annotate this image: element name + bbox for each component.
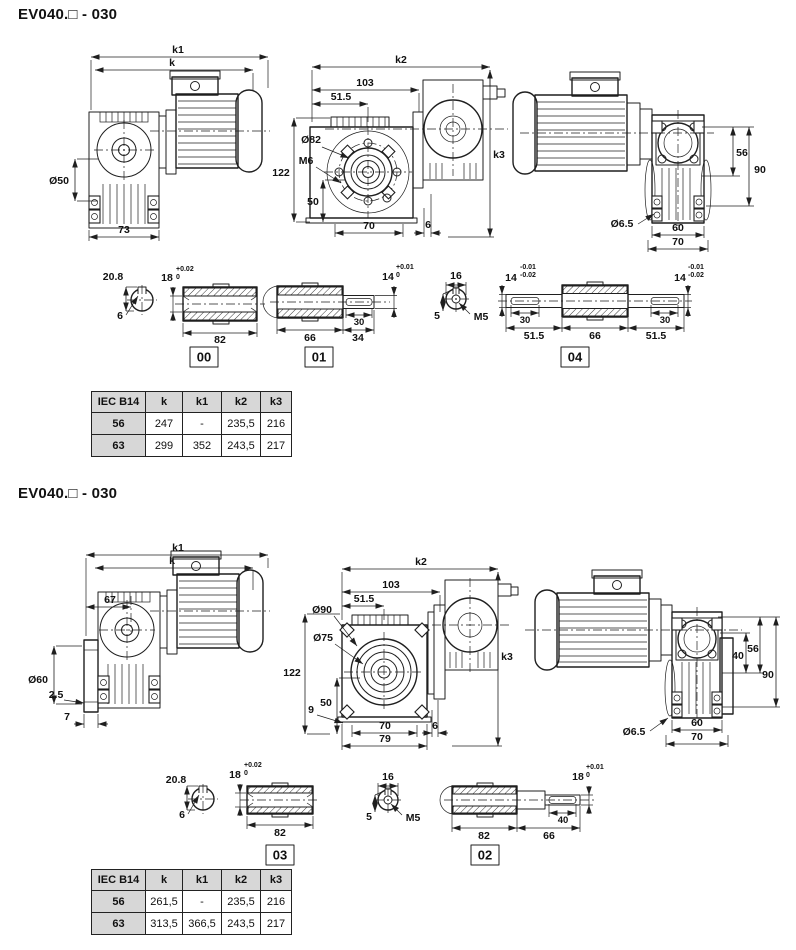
- cell: 313,5: [146, 913, 183, 935]
- dim-k2: k2: [395, 54, 407, 66]
- tolerance-hi: +0.02: [244, 762, 262, 769]
- dim-90: 90: [754, 164, 766, 176]
- col-header: k1: [183, 392, 222, 413]
- dim-k: k: [169, 57, 175, 69]
- dimension-table-2: [91, 869, 292, 935]
- dim-5: 5: [434, 310, 440, 322]
- dim-90: 90: [762, 669, 774, 681]
- col-header: k3: [261, 392, 292, 413]
- dim-key-30-right: 30: [659, 315, 671, 326]
- cell: 235,5: [222, 413, 261, 435]
- dim-dia-14: 14: [382, 271, 394, 283]
- dim-122: 122: [272, 167, 290, 179]
- dim-66: 66: [543, 830, 555, 842]
- dim-k2: k2: [415, 556, 427, 568]
- tolerance-hi: +0.01: [396, 264, 414, 271]
- dim-width-73: 73: [118, 224, 130, 236]
- side-view-2: [28, 542, 270, 728]
- shaft-details-2: [166, 762, 604, 865]
- tolerance-lo: 0: [244, 770, 248, 777]
- dim-50: 50: [307, 196, 319, 208]
- shaft-label-02: 02: [477, 847, 493, 863]
- dim-screw-m6: M6: [298, 155, 314, 167]
- dimension-table-1: [91, 391, 292, 457]
- dim-key-40: 40: [557, 815, 569, 826]
- dim-82: 82: [478, 830, 490, 842]
- dim-103: 103: [356, 77, 374, 89]
- rear-view-1: [513, 72, 766, 252]
- dim-k1: k1: [172, 44, 184, 56]
- dim-70: 70: [691, 731, 703, 743]
- table-row: [92, 435, 292, 457]
- shaft-details-1: [103, 264, 704, 367]
- dim-5: 5: [366, 811, 372, 823]
- col-header: k: [146, 870, 183, 891]
- dim-56: 56: [747, 643, 759, 655]
- dim-dia-14-right: 14: [674, 272, 686, 284]
- dim-51.5: 51.5: [353, 593, 375, 605]
- dim-hole-dia: Ø6.5: [622, 726, 646, 738]
- dim-m5: M5: [405, 812, 421, 824]
- cell: 216: [261, 413, 292, 435]
- cell: 366,5: [183, 913, 222, 935]
- dim-79: 79: [379, 733, 391, 745]
- dim-60: 60: [691, 717, 703, 729]
- dim-thickness-7: 7: [64, 711, 70, 723]
- dim-k1: k1: [172, 542, 184, 554]
- col-header: IEC B14: [92, 870, 146, 891]
- table-row: [92, 913, 292, 935]
- dim-flange-dia: Ø82: [301, 134, 321, 146]
- table-row: [92, 413, 292, 435]
- dim-66: 66: [304, 332, 316, 344]
- tolerance-hi: -0.01: [520, 264, 536, 271]
- dim-82: 82: [274, 827, 286, 839]
- cell: 243,5: [222, 435, 261, 457]
- shaft-label-03: 03: [272, 847, 288, 863]
- row-header: 56: [92, 891, 146, 913]
- shaft-label-01: 01: [311, 349, 327, 365]
- tolerance-hi: +0.02: [176, 266, 194, 273]
- tolerance-lo: 0: [586, 772, 590, 779]
- dim-70: 70: [363, 220, 375, 232]
- dim-key-6: 6: [117, 310, 123, 322]
- dim-k3: k3: [493, 149, 505, 161]
- col-header: k2: [222, 392, 261, 413]
- cell: 217: [261, 913, 292, 935]
- tolerance-hi: -0.01: [688, 264, 704, 271]
- cell: 216: [261, 891, 292, 913]
- dim-50: 50: [320, 697, 332, 709]
- cell: 261,5: [146, 891, 183, 913]
- row-header: 63: [92, 913, 146, 935]
- dim-dia-75: Ø75: [313, 632, 333, 644]
- dim-40: 40: [732, 650, 744, 662]
- dim-gap-6: 6: [425, 219, 431, 231]
- dim-key-6: 6: [179, 809, 185, 821]
- tolerance-lo: 0: [176, 274, 180, 281]
- dim-34: 34: [352, 332, 364, 344]
- dim-67: 67: [104, 594, 116, 606]
- dim-122: 122: [283, 667, 301, 679]
- col-header: IEC B14: [92, 392, 146, 413]
- rear-view-2: [525, 570, 780, 747]
- dim-70: 70: [379, 720, 391, 732]
- dim-dia-14-left: 14: [505, 272, 517, 284]
- dim-hole-dia: Ø6.5: [610, 218, 634, 230]
- dim-m5: M5: [473, 311, 489, 323]
- dim-recess-2.5: 2.5: [48, 689, 64, 701]
- dim-hub-dia: Ø50: [49, 175, 69, 187]
- front-view-2: [283, 556, 518, 750]
- section-2-drawing: [28, 542, 780, 865]
- dim-corner-9: 9: [308, 704, 314, 716]
- dim-20.8: 20.8: [102, 271, 124, 283]
- dim-key-30-left: 30: [519, 315, 531, 326]
- dim-k: k: [169, 555, 175, 567]
- cell: 235,5: [222, 891, 261, 913]
- section-2-title: EV040.□ - 030: [18, 485, 118, 502]
- shaft-label-04: 04: [567, 349, 583, 365]
- dim-70: 70: [672, 236, 684, 248]
- dim-51.5: 51.5: [330, 91, 352, 103]
- dim-dia-18: 18: [572, 771, 584, 783]
- side-view-1: [49, 44, 270, 241]
- dim-gap-6: 6: [432, 720, 438, 732]
- section-1-title: EV040.□ - 030: [18, 6, 118, 23]
- dim-51.5-left: 51.5: [523, 330, 545, 342]
- cell: 243,5: [222, 913, 261, 935]
- col-header: k: [146, 392, 183, 413]
- cell: 352: [183, 435, 222, 457]
- col-header: k2: [222, 870, 261, 891]
- col-header: k1: [183, 870, 222, 891]
- dim-dia-90: Ø90: [312, 604, 332, 616]
- dim-flange-dia-60: Ø60: [28, 674, 48, 686]
- table-header-row: [92, 870, 292, 891]
- cell: 247: [146, 413, 183, 435]
- tolerance-hi: +0.01: [586, 764, 604, 771]
- dim-16: 16: [382, 771, 394, 783]
- dim-60: 60: [672, 222, 684, 234]
- section-1-drawing: [49, 44, 766, 367]
- cell: -: [183, 891, 222, 913]
- dim-56: 56: [736, 147, 748, 159]
- dim-16: 16: [450, 270, 462, 282]
- tolerance-lo: -0.02: [520, 272, 536, 279]
- front-view-1: [272, 54, 508, 237]
- table-row: [92, 891, 292, 913]
- tolerance-lo: -0.02: [688, 272, 704, 279]
- dim-bore-18: 18: [161, 272, 173, 284]
- col-header: k3: [261, 870, 292, 891]
- tolerance-lo: 0: [396, 272, 400, 279]
- cell: -: [183, 413, 222, 435]
- dim-k3: k3: [501, 651, 513, 663]
- row-header: 56: [92, 413, 146, 435]
- table-header-row: [92, 392, 292, 413]
- dim-20.8: 20.8: [165, 774, 187, 786]
- row-header: 63: [92, 435, 146, 457]
- dim-82: 82: [214, 334, 226, 346]
- cell: 217: [261, 435, 292, 457]
- dim-51.5-right: 51.5: [645, 330, 667, 342]
- dim-bore-18: 18: [229, 769, 241, 781]
- cell: 299: [146, 435, 183, 457]
- dim-103: 103: [382, 579, 400, 591]
- dim-66: 66: [589, 330, 601, 342]
- shaft-label-00: 00: [196, 349, 212, 365]
- dim-key-30: 30: [353, 317, 365, 328]
